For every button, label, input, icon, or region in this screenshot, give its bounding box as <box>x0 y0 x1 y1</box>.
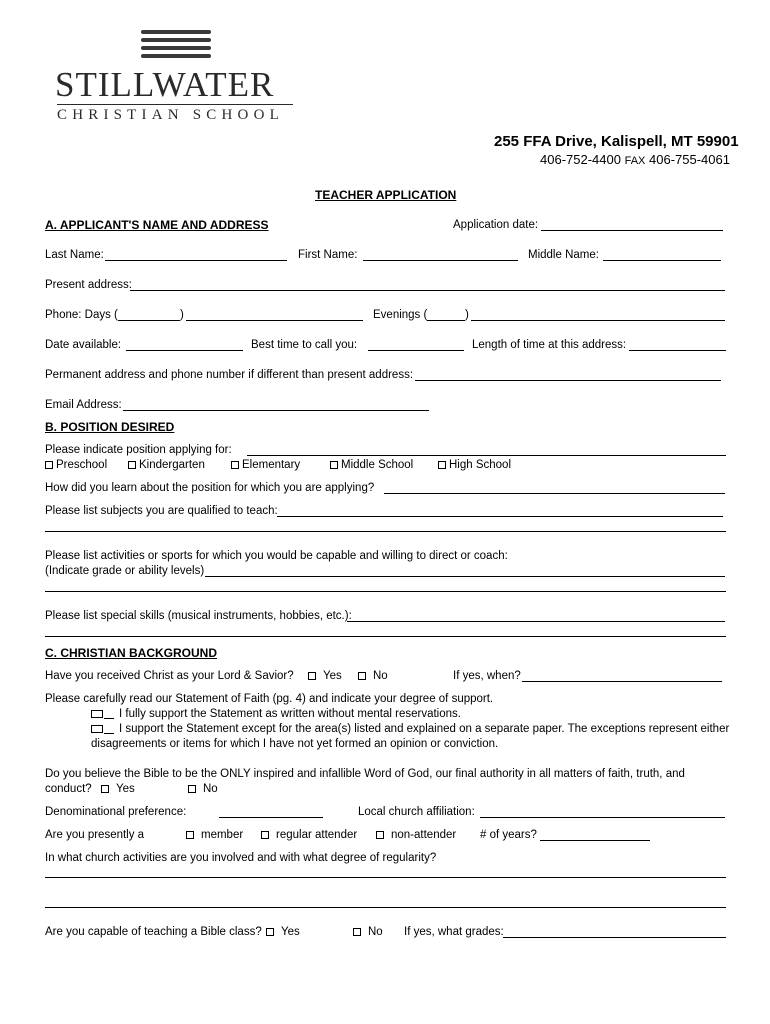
support-except-label: I support the Statement except for the area(s) listed and explained on a separate paper. The exceptions represent either <box>119 723 730 735</box>
permanent-address-field[interactable] <box>415 380 721 381</box>
logo-stripe <box>141 46 211 50</box>
checkbox-icon[interactable] <box>188 785 196 793</box>
best-time-field[interactable] <box>368 350 464 351</box>
received-christ-no[interactable] <box>358 669 388 683</box>
years-field[interactable] <box>540 840 650 841</box>
regular-label: regular attender <box>276 829 358 841</box>
position-option-elementary[interactable] <box>231 458 300 472</box>
subjects-label: Please list subjects you are qualified to teach: <box>45 505 278 517</box>
option-label: Preschool <box>56 459 108 471</box>
phone-evenings-area-field[interactable] <box>427 320 465 321</box>
checkbox-icon[interactable] <box>45 461 53 469</box>
bible-class-yes[interactable] <box>266 925 300 939</box>
first-name-field[interactable] <box>363 260 518 261</box>
if-yes-grades-label: If yes, what grades: <box>404 926 504 938</box>
checkbox-icon[interactable] <box>266 928 274 936</box>
position-field[interactable] <box>247 455 726 456</box>
school-phone-line <box>540 152 730 169</box>
conduct-label: conduct? <box>45 783 92 795</box>
phone-days-area-field[interactable] <box>118 320 180 321</box>
phone-days-paren: ) <box>180 309 184 321</box>
position-option-middle-school[interactable] <box>330 458 413 472</box>
activities-label: Please list activities or sports for which you would be capable and willing to direct or coach: <box>45 550 508 562</box>
length-at-address-field[interactable] <box>629 350 726 351</box>
checkbox-icon[interactable] <box>186 831 194 839</box>
best-time-label: Best time to call you: <box>251 339 358 351</box>
section-a-heading: A. APPLICANT'S NAME AND ADDRESS <box>45 218 269 232</box>
logo-stripe <box>141 38 211 42</box>
checkbox-icon[interactable] <box>330 461 338 469</box>
school-logo <box>50 28 310 128</box>
no-label: No <box>373 670 388 682</box>
checkbox-icon[interactable] <box>231 461 239 469</box>
church-activities-label: In what church activities are you involved and with what degree of regularity? <box>45 852 437 864</box>
bible-no[interactable] <box>188 782 218 796</box>
application-date-field[interactable] <box>541 230 723 231</box>
present-address-field[interactable] <box>130 290 725 291</box>
activities-field[interactable] <box>205 576 725 577</box>
phone-evenings-paren: ) <box>465 309 469 321</box>
yes-label: Yes <box>323 670 342 682</box>
length-at-address-label: Length of time at this address: <box>472 339 627 351</box>
non-attender-option[interactable] <box>376 828 456 842</box>
no-label: No <box>203 783 218 795</box>
no-label: No <box>368 926 383 938</box>
received-christ-yes[interactable] <box>308 669 342 683</box>
subjects-field-2[interactable] <box>45 531 726 532</box>
phone-evenings-label: Evenings ( <box>373 309 428 321</box>
if-yes-when-label: If yes, when? <box>453 670 521 682</box>
special-skills-field[interactable] <box>347 621 725 622</box>
last-name-field[interactable] <box>105 260 287 261</box>
received-christ-label: Have you received Christ as your Lord & Savior? <box>45 670 294 682</box>
if-yes-when-field[interactable] <box>522 681 722 682</box>
yes-label: Yes <box>281 926 300 938</box>
middle-name-label: Middle Name: <box>528 249 599 261</box>
local-church-label: Local church affiliation: <box>358 806 475 818</box>
option-label: Middle School <box>341 459 414 471</box>
email-field[interactable] <box>123 410 429 411</box>
checkbox-icon[interactable] <box>101 785 109 793</box>
logo-sub: CHRISTIAN SCHOOL <box>57 107 284 123</box>
subjects-field[interactable] <box>277 516 723 517</box>
page-title: TEACHER APPLICATION <box>315 188 457 202</box>
date-available-label: Date available: <box>45 339 122 351</box>
bible-question-text: Do you believe the Bible to be the ONLY inspired and infallible Word of God, our final authority in all matters of faith, truth, and <box>45 768 685 780</box>
section-b-heading: B. POSITION DESIRED <box>45 420 175 434</box>
option-label: High School <box>449 459 512 471</box>
school-fax: 406-755-4061 <box>649 152 730 167</box>
church-activities-field-2[interactable] <box>45 907 726 908</box>
checkbox-icon[interactable] <box>91 710 103 718</box>
logo-name: STILLWATER <box>55 65 275 104</box>
last-name-label: Last Name: <box>45 249 104 261</box>
first-name-label: First Name: <box>298 249 358 261</box>
school-address: 255 FFA Drive, Kalispell, MT 59901 <box>494 133 739 150</box>
checkbox-icon[interactable] <box>376 831 384 839</box>
church-activities-field[interactable] <box>45 877 726 878</box>
middle-name-field[interactable] <box>603 260 721 261</box>
school-phone: 406-752-4400 <box>540 152 621 167</box>
position-label: Please indicate position applying for: <box>45 444 232 456</box>
application-date-label: Application date: <box>453 219 539 231</box>
special-skills-field-2[interactable] <box>45 636 726 637</box>
bible-class-label: Are you capable of teaching a Bible class? <box>45 926 262 938</box>
presently-label: Are you presently a <box>45 829 145 841</box>
checkbox-icon[interactable] <box>358 672 366 680</box>
member-label: member <box>201 829 244 841</box>
checkbox-icon[interactable] <box>91 725 103 733</box>
bible-yes[interactable] <box>101 782 135 796</box>
logo-stripe <box>141 54 211 58</box>
logo-stripe <box>141 30 211 34</box>
member-option[interactable] <box>186 828 243 842</box>
indicate-grade-label: (Indicate grade or ability levels) <box>45 565 205 577</box>
logo-rule <box>57 104 293 105</box>
email-label: Email Address: <box>45 399 122 411</box>
checkbox-icon[interactable] <box>128 461 136 469</box>
support-option-full[interactable] <box>91 707 461 721</box>
permanent-address-label: Permanent address and phone number if different than present address: <box>45 369 414 381</box>
option-label: Elementary <box>242 459 301 471</box>
position-option-high-school[interactable] <box>438 458 511 472</box>
local-church-field[interactable] <box>480 817 725 818</box>
present-address-label: Present address: <box>45 279 132 291</box>
special-skills-label: Please list special skills (musical instruments, hobbies, etc.): <box>45 610 352 622</box>
learn-about-field[interactable] <box>384 493 725 494</box>
support-except-continued: disagreements or items for which I have not yet formed an opinion or conviction. <box>91 738 499 750</box>
checkbox-icon[interactable] <box>308 672 316 680</box>
checkbox-icon[interactable] <box>353 928 361 936</box>
statement-of-faith-text: Please carefully read our Statement of Faith (pg. 4) and indicate your degree of support. <box>45 693 494 705</box>
fax-label: FAX <box>624 155 646 167</box>
phone-evenings-field[interactable] <box>471 320 725 321</box>
denomination-field[interactable] <box>219 817 323 818</box>
nonattender-label: non-attender <box>391 829 457 841</box>
activities-field-2[interactable] <box>45 591 726 592</box>
phone-days-label: Phone: Days ( <box>45 309 118 321</box>
regular-attender-option[interactable] <box>261 828 357 842</box>
support-full-label: I fully support the Statement as written without mental reservations. <box>119 708 461 720</box>
section-c-heading: C. CHRISTIAN BACKGROUND <box>45 646 217 660</box>
years-label: # of years? <box>480 829 537 841</box>
date-available-field[interactable] <box>126 350 243 351</box>
phone-days-field[interactable] <box>186 320 363 321</box>
checkbox-icon[interactable] <box>261 831 269 839</box>
position-option-preschool[interactable] <box>45 458 107 472</box>
bible-class-no[interactable] <box>353 925 383 939</box>
if-yes-grades-field[interactable] <box>503 937 726 938</box>
option-label: Kindergarten <box>139 459 205 471</box>
learn-about-label: How did you learn about the position for which you are applying? <box>45 482 375 494</box>
support-option-except[interactable] <box>91 722 729 736</box>
denomination-label: Denominational preference: <box>45 806 187 818</box>
checkbox-icon[interactable] <box>438 461 446 469</box>
position-option-kindergarten[interactable] <box>128 458 205 472</box>
yes-label: Yes <box>116 783 135 795</box>
